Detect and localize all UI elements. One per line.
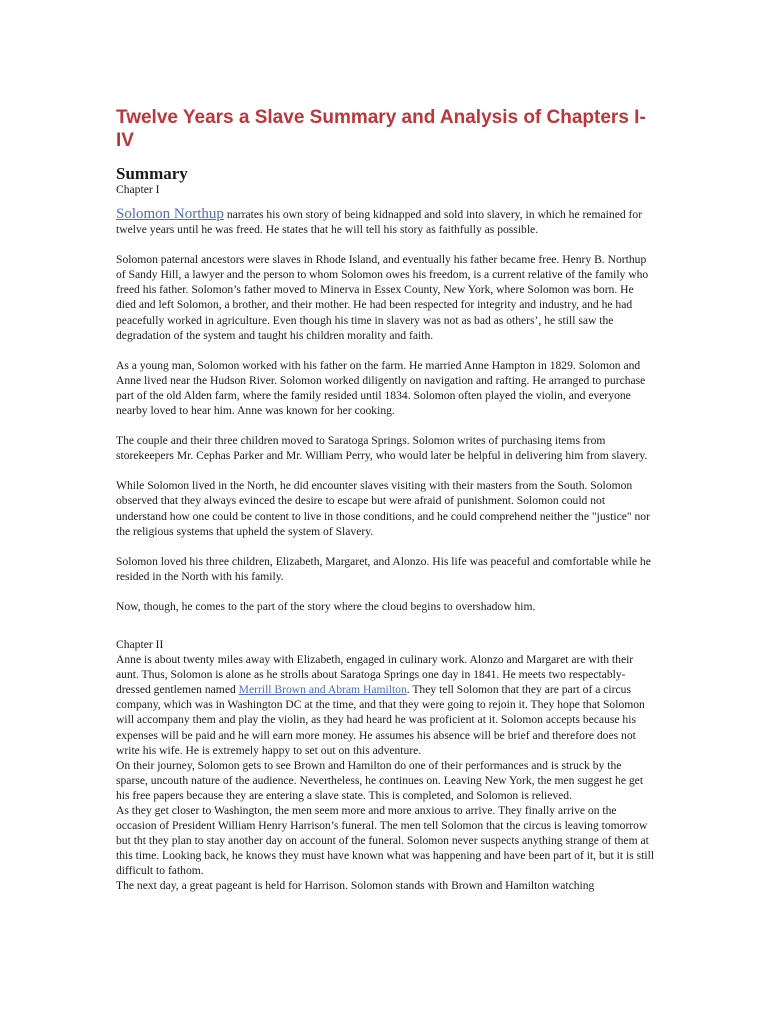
paragraph-8-start: Anne is about twenty miles away with Elizabeth, engaged in culinary work. Alonzo and Margaret are with their aunt. Thus, Solomon is alone as he strolls about Saratoga Springs one day in 1841. He meets two respectably-dressed gentlemen named [116,653,634,697]
brown-hamilton-link[interactable]: Merrill Brown and Abram Hamilton [238,683,407,697]
paragraph-5: While Solomon lived in the North, he did encounter slaves visiting with their masters from the South. Solomon observed that they always evinced the desire to escape but were afraid of punishment. Solomon could not understand how one could be content to live in those conditions, and he could comprehend neither the "justice" nor the religious systems that upheld the system of Slavery. [116,479,650,538]
paragraph-8-end: . They tell Solomon that they are part of a circus company, which was in Washington DC at the time, and that they were going to rejoin it. They hope that Solomon will accompany them and play the violin, as they had heard he was proficient at it. Solomon accepts because his expenses will be paid and he will earn more money. He assumes his absence will be brief and therefore does not write his wife. He is extremely happy to set out on this adventure. [116,683,645,757]
paragraph-8 [116,652,656,758]
paragraph-11: The next day, a great pageant is held for Harrison. Solomon stands with Brown and Hamilton watching [116,879,595,893]
solomon-northup-link[interactable]: Solomon Northup [116,206,224,222]
summary-heading: Summary [116,164,188,183]
paragraph-1-text: narrates his own story of being kidnapped and sold into slavery, in which he remained for twelve years until he was freed. He states that he will tell his story as faithfully as possible. [116,208,643,237]
section-spacer [116,629,656,637]
chapter-2-label: Chapter II [116,637,164,651]
paragraph-9: On their journey, Solomon gets to see Brown and Hamilton do one of their performances and is struck by the sparse, uncouth nature of the audience. Nevertheless, he continues on. Leaving New York, the men suggest he get his free papers because they are entering a slave state. This is completed, and Solomon is relieved. [116,758,644,802]
paragraph-2: Solomon paternal ancestors were slaves in Rhode Island, and eventually his father became free. Henry B. Northup of Sandy Hill, a lawyer and the person to whom Solomon owes his freedom, is a current relative of the family who freed his father. Solomon’s father moved to Minerva in Essex County, New York, where Solomon was born. He died and left Solomon, a brother, and their mother. He had been respected for integrity and industry, and he had peacefully worked in agriculture. Even though his time in slavery was not as bad as others’, he still saw the degradation of the system and taught his children morality and faith. [116,253,649,342]
document-title: Twelve Years a Slave Summary and Analysis of Chapters I-IV [116,107,646,151]
paragraph-10: As they get closer to Washington, the men seem more and more anxious to arrive. They finally arrive on the occasion of President William Henry Harrison’s funeral. The men tell Solomon that the circus is leaving tomorrow but tht they plan to stay another day on account of the funeral. Solomon never suspects anything strange of them at this time. Looking back, he knows they must have known what was happening and have been part of it, but it is still difficult to fathom. [116,804,655,878]
chapter-1-label: Chapter I [116,183,160,196]
paragraph-3: As a young man, Solomon worked with his father on the farm. He married Anne Hampton in 1829. Solomon and Anne lived near the Hudson River. Solomon worked diligently on navigation and rafting. He arranged to purchase part of the old Alden farm, where the family resided until 1834. Solomon often played the violin, and everyone nearby loved to hear him. Anne was known for her cooking. [116,358,646,418]
paragraph-6: Solomon loved his three children, Elizabeth, Margaret, and Alonzo. His life was peaceful and comfortable while he resided in the North with his family. [116,554,651,583]
paragraph-1 [116,207,656,237]
paragraph-4: The couple and their three children moved to Saratoga Springs. Solomon writes of purchasing items from storekeepers Mr. Cephas Parker and Mr. William Perry, who would later be helpful in delivering him from slavery. [116,434,648,463]
paragraph-7: Now, though, he comes to the part of the story where the cloud begins to overshadow him. [116,599,536,613]
